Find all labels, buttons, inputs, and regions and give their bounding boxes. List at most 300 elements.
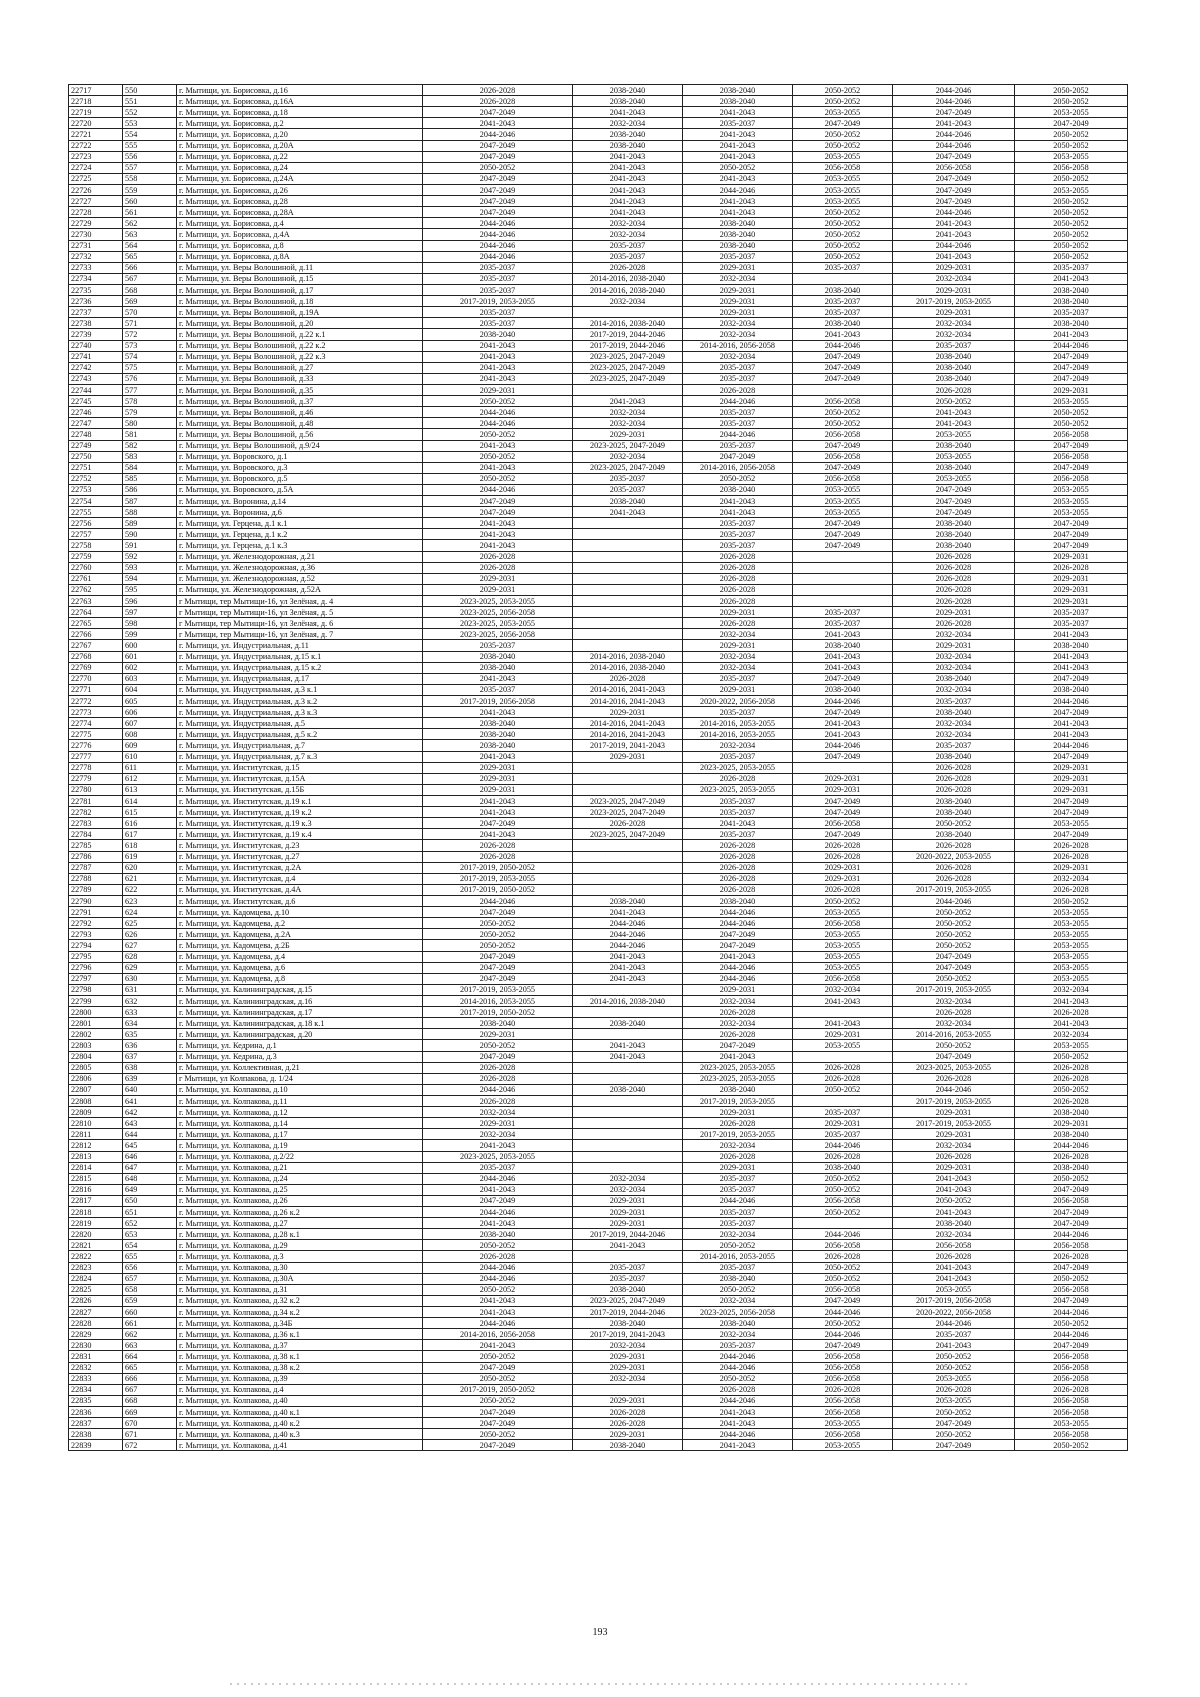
table-cell: 2050-2052 bbox=[893, 396, 1015, 407]
table-cell bbox=[573, 873, 683, 884]
table-cell: г. Мытищи, ул. Кедрина, д.1 bbox=[177, 1040, 423, 1051]
table-row bbox=[69, 551, 1128, 562]
table-cell: 2029-2031 bbox=[423, 762, 573, 773]
table-cell: 2053-2055 bbox=[793, 107, 893, 118]
table-cell: г. Мытищи, ул. Борисовка, д.4 bbox=[177, 218, 423, 229]
table-cell: 2050-2052 bbox=[423, 162, 573, 173]
table-cell: 2047-2049 bbox=[1015, 373, 1128, 384]
table-cell: 2041-2043 bbox=[573, 951, 683, 962]
table-cell: 2053-2055 bbox=[1015, 496, 1128, 507]
table-cell: 622 bbox=[123, 884, 177, 895]
table-cell: 2038-2040 bbox=[793, 684, 893, 695]
table-cell: г. Мытищи, ул. Борисовка, д.22 bbox=[177, 151, 423, 162]
table-cell bbox=[573, 1151, 683, 1162]
table-cell: 2029-2031 bbox=[893, 284, 1015, 295]
table-cell: 2041-2043 bbox=[683, 496, 793, 507]
table-cell bbox=[573, 573, 683, 584]
table-cell: 639 bbox=[123, 1073, 177, 1084]
table-cell: 2050-2052 bbox=[893, 1351, 1015, 1362]
table-cell: 2035-2037 bbox=[683, 373, 793, 384]
table-cell bbox=[573, 607, 683, 618]
table-cell: 22749 bbox=[69, 440, 123, 451]
table-cell: 2017-2019, 2053-2055 bbox=[893, 296, 1015, 307]
table-cell: 633 bbox=[123, 1007, 177, 1018]
table-cell: 2023-2025, 2047-2049 bbox=[573, 1295, 683, 1306]
table-cell: 2050-2052 bbox=[423, 1240, 573, 1251]
table-cell: 2044-2046 bbox=[423, 1273, 573, 1284]
table-cell: 2044-2046 bbox=[423, 129, 573, 140]
table-cell: 640 bbox=[123, 1084, 177, 1095]
table-cell: 2035-2037 bbox=[683, 529, 793, 540]
table-cell: 2041-2043 bbox=[573, 973, 683, 984]
table-cell: 2038-2040 bbox=[893, 351, 1015, 362]
table-cell: 2050-2052 bbox=[1015, 1084, 1128, 1095]
table-cell: 2047-2049 bbox=[1015, 673, 1128, 684]
table-cell: г. Мытищи, ул. Колпакова, д.38 к.2 bbox=[177, 1362, 423, 1373]
table-cell: 2026-2028 bbox=[423, 1251, 573, 1262]
table-cell: 22769 bbox=[69, 662, 123, 673]
table-cell: 2038-2040 bbox=[573, 96, 683, 107]
table-cell: г. Мытищи, ул. Колпакова, д.3 bbox=[177, 1251, 423, 1262]
table-cell: 2044-2046 bbox=[793, 1229, 893, 1240]
table-cell: 2044-2046 bbox=[683, 1429, 793, 1440]
table-cell: 2038-2040 bbox=[573, 1018, 683, 1029]
table-cell: 2026-2028 bbox=[793, 1062, 893, 1073]
table-cell: 2047-2049 bbox=[423, 496, 573, 507]
table-cell: 2014-2016, 2056-2058 bbox=[423, 1329, 573, 1340]
table-cell: 2044-2046 bbox=[793, 740, 893, 751]
table-cell: 22758 bbox=[69, 540, 123, 551]
table-cell bbox=[573, 1118, 683, 1129]
table-cell bbox=[793, 562, 893, 573]
table-cell: 2017-2019, 2053-2055 bbox=[893, 884, 1015, 895]
table-cell: 553 bbox=[123, 118, 177, 129]
table-cell: 647 bbox=[123, 1162, 177, 1173]
table-cell: 22789 bbox=[69, 884, 123, 895]
table-cell: 2050-2052 bbox=[893, 918, 1015, 929]
table-cell: 2044-2046 bbox=[1015, 696, 1128, 707]
table-cell: 2038-2040 bbox=[893, 829, 1015, 840]
table-cell: 2038-2040 bbox=[893, 440, 1015, 451]
table-cell bbox=[573, 851, 683, 862]
table-cell: 2026-2028 bbox=[893, 873, 1015, 884]
table-cell: 2026-2028 bbox=[893, 1007, 1015, 1018]
table-cell: 582 bbox=[123, 440, 177, 451]
table-cell: 22808 bbox=[69, 1095, 123, 1106]
table-cell: 636 bbox=[123, 1040, 177, 1051]
table-cell: 2035-2037 bbox=[423, 318, 573, 329]
table-cell: 2047-2049 bbox=[1015, 1340, 1128, 1351]
table-cell: 22726 bbox=[69, 184, 123, 195]
table-cell: 2050-2052 bbox=[1015, 240, 1128, 251]
table-cell: 2047-2049 bbox=[1015, 796, 1128, 807]
table-cell: 2047-2049 bbox=[1015, 118, 1128, 129]
table-cell: 2041-2043 bbox=[893, 1262, 1015, 1273]
table-cell: г. Мытищи, ул. Герцена, д.1 к.3 bbox=[177, 540, 423, 551]
table-cell: 2014-2016, 2056-2058 bbox=[683, 340, 793, 351]
table-cell: 2050-2052 bbox=[793, 207, 893, 218]
table-row bbox=[69, 651, 1128, 662]
table-row bbox=[69, 607, 1128, 618]
table-cell: 662 bbox=[123, 1329, 177, 1340]
table-cell: 2047-2049 bbox=[1015, 807, 1128, 818]
table-cell: 2047-2049 bbox=[423, 962, 573, 973]
table-cell: 2035-2037 bbox=[793, 1129, 893, 1140]
table-cell: г. Мытищи, ул. Борисовка, д.16А bbox=[177, 96, 423, 107]
table-cell: 2038-2040 bbox=[423, 729, 573, 740]
table-cell: 2029-2031 bbox=[573, 1195, 683, 1206]
table-cell: 22794 bbox=[69, 940, 123, 951]
table-cell: 2029-2031 bbox=[1015, 596, 1128, 607]
table-cell: 2029-2031 bbox=[573, 429, 683, 440]
table-cell: г. Мытищи, ул. Колпакова, д.36 к.1 bbox=[177, 1329, 423, 1340]
table-cell: 2044-2046 bbox=[683, 918, 793, 929]
table-cell: 2026-2028 bbox=[423, 96, 573, 107]
table-cell: 22755 bbox=[69, 507, 123, 518]
table-cell: 2038-2040 bbox=[793, 1162, 893, 1173]
table-cell: 22836 bbox=[69, 1407, 123, 1418]
table-cell: 629 bbox=[123, 962, 177, 973]
table-cell: 2035-2037 bbox=[683, 1184, 793, 1195]
table-cell: 2041-2043 bbox=[683, 1418, 793, 1429]
table-cell: 2047-2049 bbox=[893, 1051, 1015, 1062]
table-cell: 606 bbox=[123, 707, 177, 718]
table-row bbox=[69, 829, 1128, 840]
table-cell: 592 bbox=[123, 551, 177, 562]
table-cell: 608 bbox=[123, 729, 177, 740]
table-cell: 2056-2058 bbox=[793, 473, 893, 484]
table-cell: 2026-2028 bbox=[793, 840, 893, 851]
table-cell bbox=[573, 1129, 683, 1140]
table-row bbox=[69, 529, 1128, 540]
table-cell: 2047-2049 bbox=[893, 196, 1015, 207]
table-row bbox=[69, 1429, 1128, 1440]
table-row bbox=[69, 373, 1128, 384]
table-row bbox=[69, 484, 1128, 495]
table-cell: 22806 bbox=[69, 1073, 123, 1084]
table-cell: 2050-2052 bbox=[1015, 895, 1128, 906]
table-cell: 2035-2037 bbox=[683, 829, 793, 840]
table-cell: 2032-2034 bbox=[683, 1140, 793, 1151]
table-cell: 22777 bbox=[69, 751, 123, 762]
table-cell: 2044-2046 bbox=[423, 1262, 573, 1273]
table-cell: 2053-2055 bbox=[1015, 396, 1128, 407]
table-cell: 2026-2028 bbox=[1015, 1384, 1128, 1395]
table-cell: 2050-2052 bbox=[1015, 1318, 1128, 1329]
table-cell: г. Мытищи, ул. Железнодорожная, д.52 bbox=[177, 573, 423, 584]
table-cell: 2053-2055 bbox=[1015, 951, 1128, 962]
table-cell: 2050-2052 bbox=[893, 973, 1015, 984]
table-cell: 2050-2052 bbox=[793, 229, 893, 240]
table-cell: 22767 bbox=[69, 640, 123, 651]
table-cell bbox=[573, 629, 683, 640]
table-cell: 609 bbox=[123, 740, 177, 751]
table-cell: 2050-2052 bbox=[793, 1318, 893, 1329]
table-cell: 22741 bbox=[69, 351, 123, 362]
table-cell: 2026-2028 bbox=[893, 551, 1015, 562]
table-cell: 2026-2028 bbox=[893, 584, 1015, 595]
table-cell: г. Мытищи, ул. Индустриальная, д.11 bbox=[177, 640, 423, 651]
table-cell: 2053-2055 bbox=[1015, 1418, 1128, 1429]
table-cell: 2041-2043 bbox=[573, 1040, 683, 1051]
table-cell: 2053-2055 bbox=[793, 196, 893, 207]
table-cell: г. Мытищи, ул. Калининградская, д.16 bbox=[177, 995, 423, 1006]
table-cell bbox=[573, 884, 683, 895]
table-cell: 22807 bbox=[69, 1084, 123, 1095]
table-cell: 2026-2028 bbox=[683, 1029, 793, 1040]
table-row bbox=[69, 184, 1128, 195]
table-cell: 2041-2043 bbox=[423, 351, 573, 362]
table-cell: 2041-2043 bbox=[793, 718, 893, 729]
table-cell: 2038-2040 bbox=[423, 651, 573, 662]
table-cell: г. Мытищи, ул. Герцена, д.1 к.2 bbox=[177, 529, 423, 540]
table-cell: 2026-2028 bbox=[683, 573, 793, 584]
table-cell: 22812 bbox=[69, 1140, 123, 1151]
table-cell: 2050-2052 bbox=[423, 1395, 573, 1406]
table-cell: 2041-2043 bbox=[793, 629, 893, 640]
table-cell: 2032-2034 bbox=[683, 1295, 793, 1306]
table-cell: 2050-2052 bbox=[683, 162, 793, 173]
table-cell: 2044-2046 bbox=[573, 918, 683, 929]
table-row bbox=[69, 85, 1128, 96]
table-cell bbox=[573, 784, 683, 795]
table-cell: 2050-2052 bbox=[423, 451, 573, 462]
table-cell: 2041-2043 bbox=[573, 173, 683, 184]
table-cell: 22829 bbox=[69, 1329, 123, 1340]
table-cell: 22796 bbox=[69, 962, 123, 973]
table-cell: 576 bbox=[123, 373, 177, 384]
table-cell: 2047-2049 bbox=[1015, 351, 1128, 362]
table-cell: 2047-2049 bbox=[793, 1295, 893, 1306]
table-cell: 2020-2022, 2056-2058 bbox=[683, 696, 793, 707]
table-cell: 2014-2016, 2053-2055 bbox=[423, 995, 573, 1006]
table-cell: 2050-2052 bbox=[1015, 173, 1128, 184]
table-cell: 2053-2055 bbox=[893, 1373, 1015, 1384]
table-cell: 2050-2052 bbox=[1015, 218, 1128, 229]
table-cell: 2017-2019, 2044-2046 bbox=[573, 1307, 683, 1318]
table-cell: 2029-2031 bbox=[1015, 584, 1128, 595]
table-cell: 2032-2034 bbox=[573, 1173, 683, 1184]
table-cell: 2017-2019, 2044-2046 bbox=[573, 1229, 683, 1240]
table-cell: 2032-2034 bbox=[573, 451, 683, 462]
table-cell: 2047-2049 bbox=[423, 1051, 573, 1062]
table-cell: 627 bbox=[123, 940, 177, 951]
table-row bbox=[69, 1040, 1128, 1051]
table-cell: 2023-2025, 2047-2049 bbox=[573, 807, 683, 818]
table-cell: 588 bbox=[123, 507, 177, 518]
table-cell: 2050-2052 bbox=[683, 1240, 793, 1251]
table-row bbox=[69, 1262, 1128, 1273]
table-cell: 22745 bbox=[69, 396, 123, 407]
table-cell: г. Мытищи, ул. Колпакова, д.40 к.3 bbox=[177, 1429, 423, 1440]
table-cell: 22718 bbox=[69, 96, 123, 107]
table-cell: 2035-2037 bbox=[423, 284, 573, 295]
table-cell: 2047-2049 bbox=[423, 1195, 573, 1206]
table-cell: 2050-2052 bbox=[793, 418, 893, 429]
table-cell: 22834 bbox=[69, 1384, 123, 1395]
table-cell: 2026-2028 bbox=[893, 596, 1015, 607]
table-cell: 2032-2034 bbox=[893, 1140, 1015, 1151]
table-row bbox=[69, 1129, 1128, 1140]
table-cell: 22762 bbox=[69, 584, 123, 595]
table-cell: 2026-2028 bbox=[423, 1062, 573, 1073]
table-cell: 2038-2040 bbox=[893, 807, 1015, 818]
table-cell: 2035-2037 bbox=[683, 1218, 793, 1229]
table-cell: г Мытищи, тер Мытищи-16, ул Зелёная, д. 4 bbox=[177, 596, 423, 607]
table-cell bbox=[573, 1062, 683, 1073]
table-cell: 2017-2019, 2053-2055 bbox=[893, 984, 1015, 995]
table-cell: 2032-2034 bbox=[683, 740, 793, 751]
table-cell: 670 bbox=[123, 1418, 177, 1429]
table-cell: 22837 bbox=[69, 1418, 123, 1429]
table-cell: 2047-2049 bbox=[793, 351, 893, 362]
table-cell: 2023-2025, 2053-2055 bbox=[683, 784, 793, 795]
table-cell: 2041-2043 bbox=[423, 462, 573, 473]
table-cell: г. Мытищи, ул. Колпакова, д.14 bbox=[177, 1118, 423, 1129]
table-cell: 22833 bbox=[69, 1373, 123, 1384]
table-cell: 607 bbox=[123, 718, 177, 729]
table-row bbox=[69, 807, 1128, 818]
table-cell: 2029-2031 bbox=[573, 1395, 683, 1406]
table-cell bbox=[793, 551, 893, 562]
table-cell: 22786 bbox=[69, 851, 123, 862]
table-row bbox=[69, 540, 1128, 551]
table-cell: 22828 bbox=[69, 1318, 123, 1329]
table-row bbox=[69, 118, 1128, 129]
table-cell: 2029-2031 bbox=[573, 1207, 683, 1218]
table-row bbox=[69, 584, 1128, 595]
table-cell: 22813 bbox=[69, 1151, 123, 1162]
table-cell: 2035-2037 bbox=[683, 540, 793, 551]
table-cell: г. Мытищи, ул. Институтская, д.19 к.1 bbox=[177, 796, 423, 807]
table-cell bbox=[573, 562, 683, 573]
table-cell: г. Мытищи, ул. Веры Волошиной, д.15 bbox=[177, 273, 423, 284]
table-cell: 2050-2052 bbox=[1015, 251, 1128, 262]
table-cell: г. Мытищи, ул. Воронина, д.6 bbox=[177, 507, 423, 518]
table-cell: 2032-2034 bbox=[893, 729, 1015, 740]
table-cell: 2029-2031 bbox=[573, 1218, 683, 1229]
table-cell: 2029-2031 bbox=[573, 707, 683, 718]
table-cell: г. Мытищи, ул. Колпакова, д.34 к.2 bbox=[177, 1307, 423, 1318]
table-cell: 2053-2055 bbox=[793, 1440, 893, 1451]
table-cell: 2047-2049 bbox=[893, 951, 1015, 962]
table-cell: 2026-2028 bbox=[683, 840, 793, 851]
table-cell: 2044-2046 bbox=[423, 251, 573, 262]
table-cell: 22826 bbox=[69, 1295, 123, 1306]
table-cell: 2044-2046 bbox=[423, 895, 573, 906]
table-cell: 2023-2025, 2047-2049 bbox=[573, 440, 683, 451]
table-cell: 2029-2031 bbox=[423, 1118, 573, 1129]
table-cell: 2014-2016, 2038-2040 bbox=[573, 662, 683, 673]
table-cell: 617 bbox=[123, 829, 177, 840]
table-cell: г. Мытищи, ул. Колпакова, д.40 bbox=[177, 1395, 423, 1406]
table-cell: 2044-2046 bbox=[423, 1084, 573, 1095]
table-cell: 2026-2028 bbox=[793, 884, 893, 895]
table-cell: 2056-2058 bbox=[1015, 429, 1128, 440]
table-cell: 2056-2058 bbox=[1015, 1195, 1128, 1206]
table-cell: 574 bbox=[123, 351, 177, 362]
table-cell: 22810 bbox=[69, 1118, 123, 1129]
table-cell: г. Мытищи, ул. Борисовка, д.8 bbox=[177, 240, 423, 251]
table-row bbox=[69, 1195, 1128, 1206]
table-cell bbox=[573, 1162, 683, 1173]
table-cell: 2044-2046 bbox=[1015, 1229, 1128, 1240]
table-cell bbox=[573, 551, 683, 562]
table-row bbox=[69, 107, 1128, 118]
table-cell: 22802 bbox=[69, 1029, 123, 1040]
table-cell: 2056-2058 bbox=[793, 1429, 893, 1440]
table-cell: 2050-2052 bbox=[893, 1040, 1015, 1051]
table-cell: 2035-2037 bbox=[893, 696, 1015, 707]
table-cell: 570 bbox=[123, 307, 177, 318]
table-cell: 2023-2025, 2053-2055 bbox=[423, 618, 573, 629]
table-cell: 598 bbox=[123, 618, 177, 629]
table-cell bbox=[793, 384, 893, 395]
table-row bbox=[69, 429, 1128, 440]
table-cell: 2053-2055 bbox=[1015, 929, 1128, 940]
table-cell: г. Мытищи, ул. Колпакова, д.10 bbox=[177, 1084, 423, 1095]
table-cell: 2026-2028 bbox=[1015, 1095, 1128, 1106]
table-cell: 672 bbox=[123, 1440, 177, 1451]
table-cell: 22747 bbox=[69, 418, 123, 429]
table-cell bbox=[573, 307, 683, 318]
table-cell: 2053-2055 bbox=[793, 507, 893, 518]
table-cell: 2050-2052 bbox=[793, 1184, 893, 1195]
table-cell: 2047-2049 bbox=[793, 373, 893, 384]
table-cell: 2029-2031 bbox=[793, 784, 893, 795]
table-cell: 2026-2028 bbox=[1015, 840, 1128, 851]
table-cell: 2041-2043 bbox=[423, 529, 573, 540]
table-cell bbox=[573, 384, 683, 395]
table-cell: 2029-2031 bbox=[793, 1118, 893, 1129]
table-cell: 2041-2043 bbox=[893, 229, 1015, 240]
table-cell: 569 bbox=[123, 296, 177, 307]
table-cell: 2017-2019, 2044-2046 bbox=[573, 340, 683, 351]
table-cell: 2044-2046 bbox=[423, 418, 573, 429]
table-cell: 22768 bbox=[69, 651, 123, 662]
table-cell: 641 bbox=[123, 1095, 177, 1106]
table-cell: 551 bbox=[123, 96, 177, 107]
table-cell: 2056-2058 bbox=[793, 1351, 893, 1362]
table-cell: 605 bbox=[123, 696, 177, 707]
table-cell: 22728 bbox=[69, 207, 123, 218]
table-cell: 2047-2049 bbox=[423, 140, 573, 151]
table-cell: 2047-2049 bbox=[893, 107, 1015, 118]
table-cell: 2035-2037 bbox=[683, 1173, 793, 1184]
table-cell: 2026-2028 bbox=[893, 840, 1015, 851]
table-cell: 22832 bbox=[69, 1362, 123, 1373]
table-cell: 2035-2037 bbox=[573, 1273, 683, 1284]
table-row bbox=[69, 329, 1128, 340]
table-cell: г Мытищи, тер Мытищи-16, ул Зелёная, д. 6 bbox=[177, 618, 423, 629]
table-cell: 2053-2055 bbox=[793, 907, 893, 918]
table-row bbox=[69, 307, 1128, 318]
table-cell: 22774 bbox=[69, 718, 123, 729]
table-cell: 2047-2049 bbox=[893, 1418, 1015, 1429]
table-row bbox=[69, 673, 1128, 684]
table-row bbox=[69, 384, 1128, 395]
table-cell: 22811 bbox=[69, 1129, 123, 1140]
table-cell: 2044-2046 bbox=[683, 396, 793, 407]
table-cell: 593 bbox=[123, 562, 177, 573]
table-cell: 2047-2049 bbox=[1015, 1184, 1128, 1195]
table-row bbox=[69, 1251, 1128, 1262]
table-row bbox=[69, 162, 1128, 173]
table-cell: 2029-2031 bbox=[573, 1362, 683, 1373]
table-row bbox=[69, 173, 1128, 184]
table-cell: 2029-2031 bbox=[793, 862, 893, 873]
table-cell: 2050-2052 bbox=[1015, 196, 1128, 207]
